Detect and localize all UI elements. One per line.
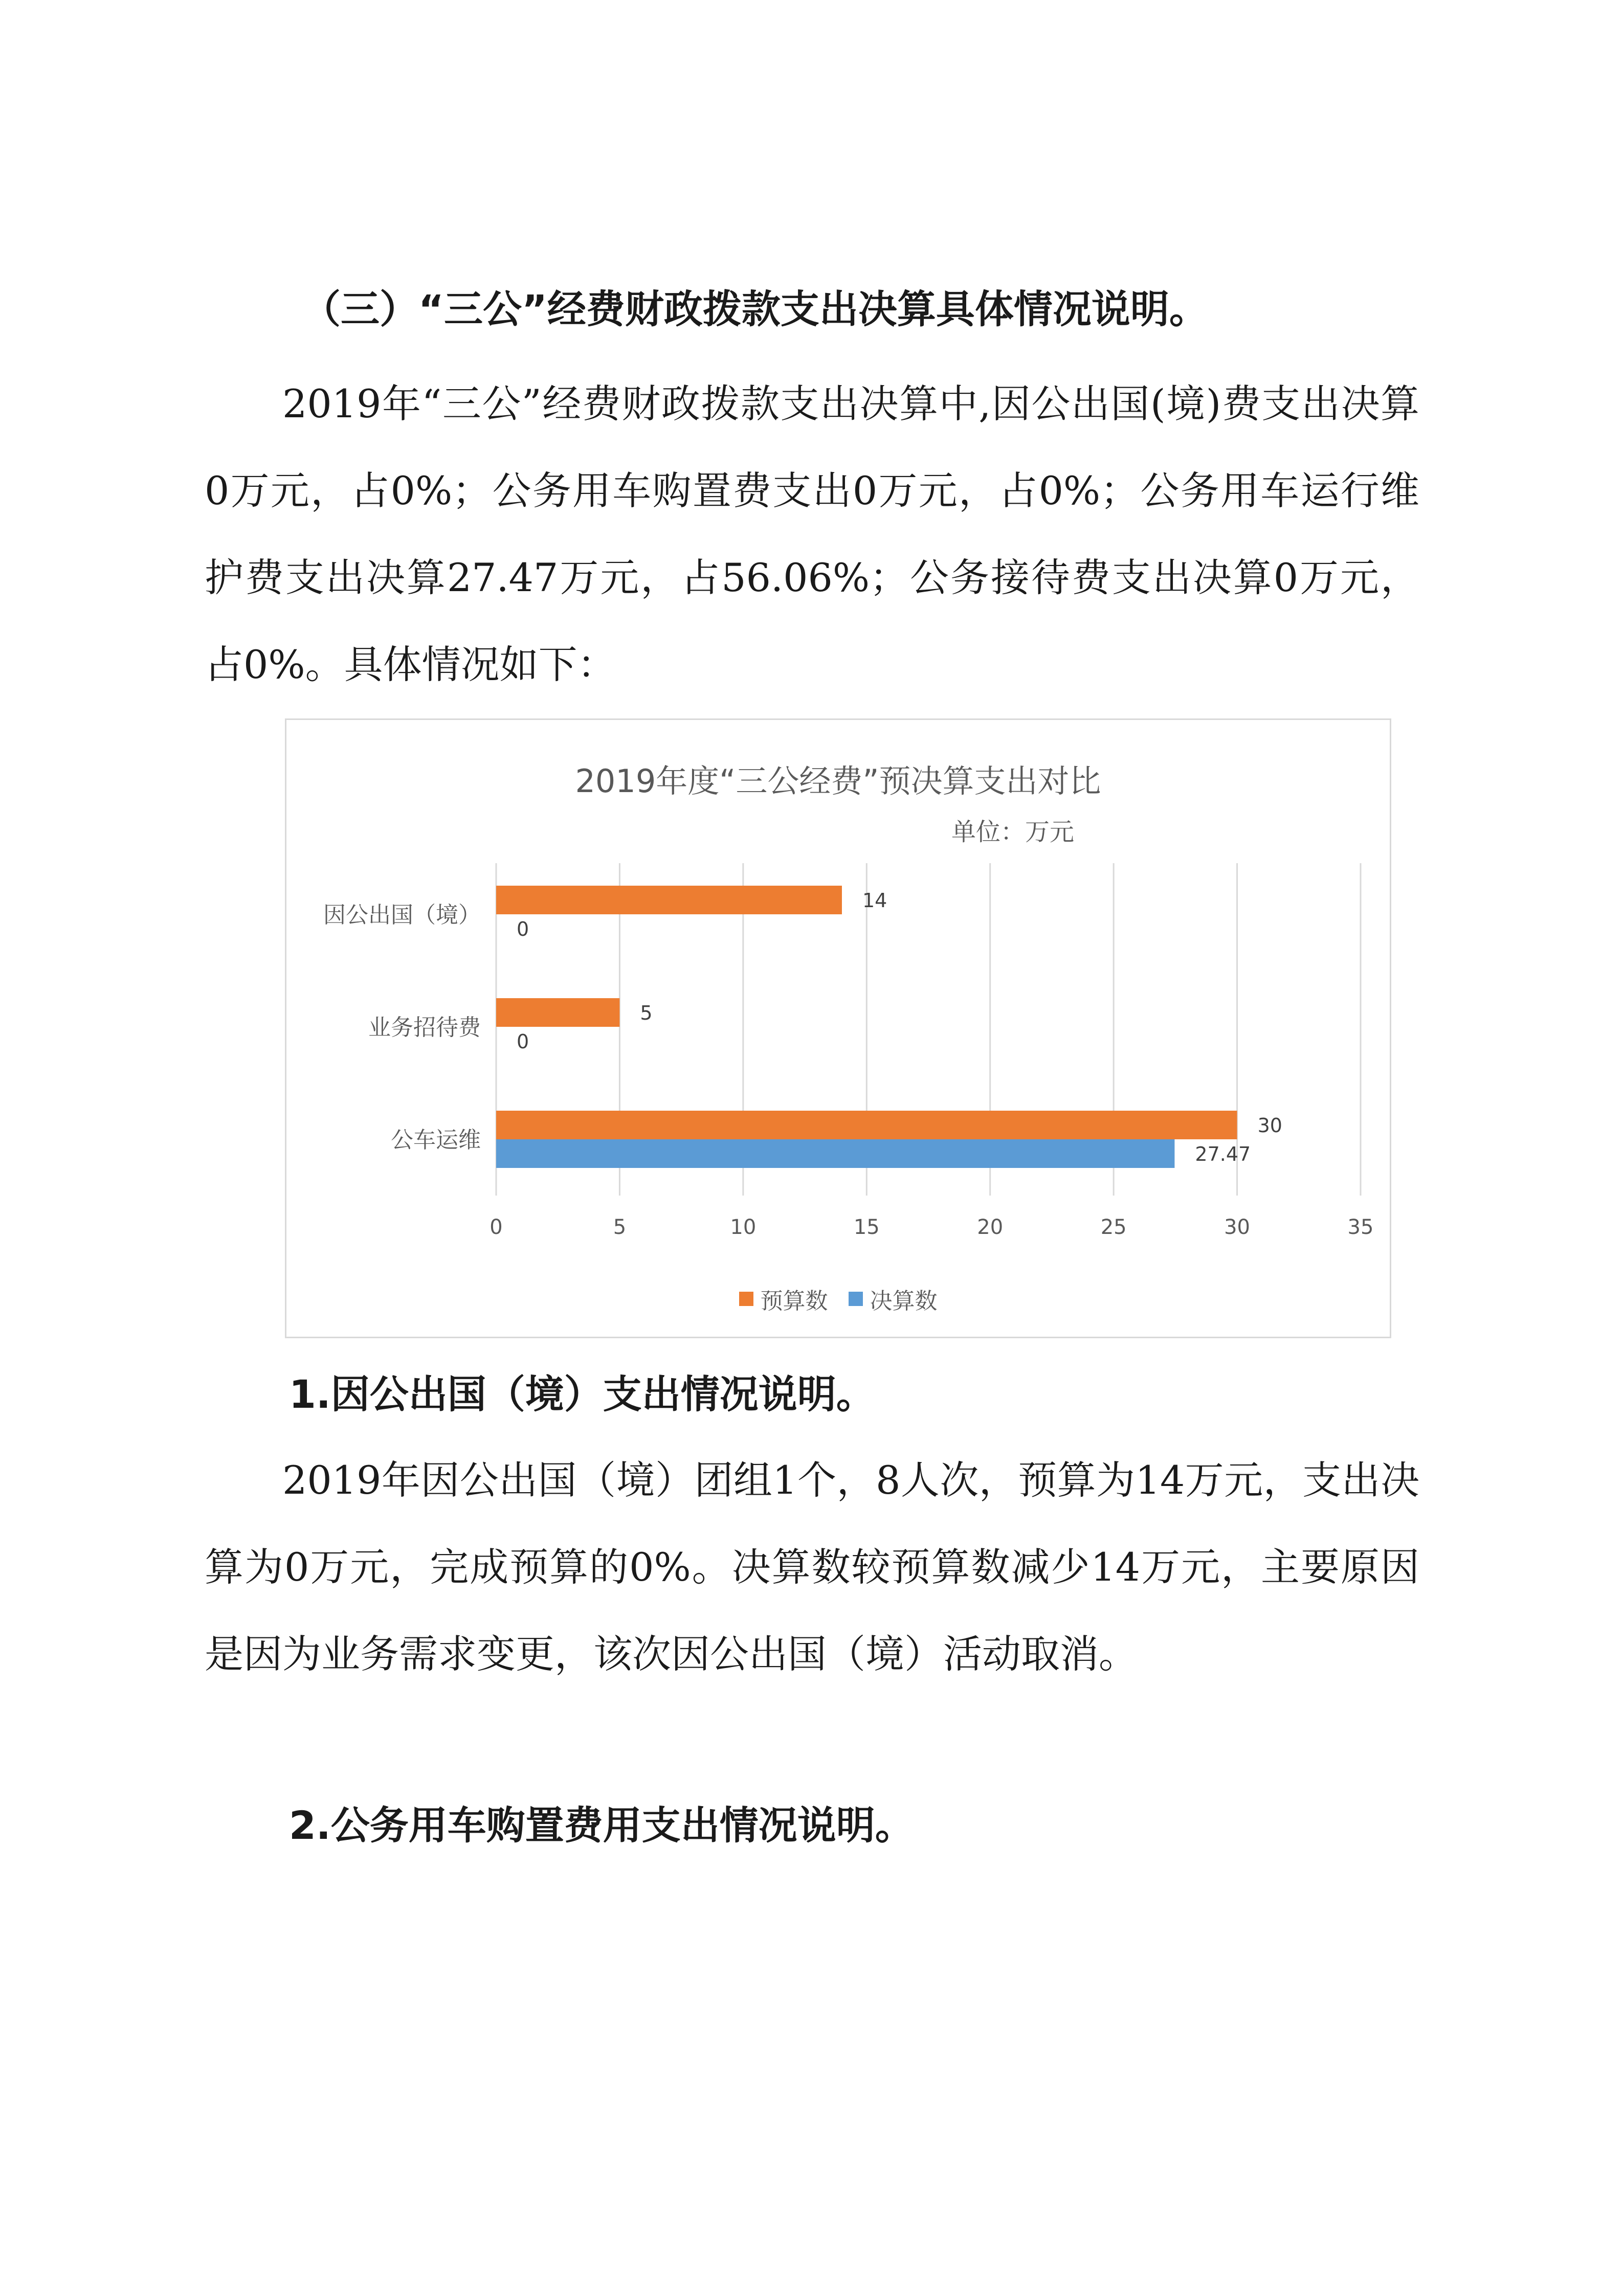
x-tick-label: 5 [613,1215,627,1239]
data-label: 0 [517,918,529,940]
x-tick-label: 35 [1347,1215,1374,1239]
legend-swatch-actual [849,1292,863,1306]
data-label: 30 [1257,1114,1282,1137]
x-tick-label: 0 [490,1215,503,1239]
legend-label-actual: 决算数 [870,1288,938,1314]
x-tick-label: 15 [853,1215,880,1239]
section-heading: （三）“三公”经费财政拨款支出决算具体情况说明。 [302,286,1208,332]
x-tick-label: 30 [1224,1215,1251,1239]
legend-item-budget [739,1282,828,1315]
data-label: 5 [640,1002,653,1024]
subsection1-heading: 1.因公出国（境）支出情况说明。 [289,1371,875,1417]
bar-actual [496,1139,1174,1168]
intro-paragraph: 2019年“三公”经费财政拨款支出决算中,因公出国(境)费支出决算0万元，占0%；公务用车购置费支出0万元，占0%；公务用车运行维护费支出决算27.47万元，占56.06%；公务接待费支出决算0万元，占0%。具体情况如下： [205,381,1419,687]
chart-plot [286,720,1390,1337]
data-label: 0 [517,1030,529,1053]
subsection1-paragraph: 2019年因公出国（境）团组1个，8人次，预算为14万元，支出决算为0万元，完成预算的0%。决算数较预算数减少14万元，主要原因是因为业务需求变更，该次因公出国（境）活动取消。 [205,1457,1419,1677]
bar-budget [496,1111,1237,1139]
x-tick-label: 10 [730,1215,757,1239]
bar-budget [496,998,619,1027]
legend-item-actual [849,1282,938,1315]
x-tick-label: 25 [1100,1215,1127,1239]
legend-swatch-budget [739,1292,753,1306]
subsection2-heading: 2.公务用车购置费用支出情况说明。 [289,1803,914,1848]
chart-title: 2019年度“三公经费”预决算支出对比 [575,762,1101,800]
x-tick-label: 20 [977,1215,1004,1239]
category-label: 因公出国（境） [323,902,481,928]
bar-budget [496,886,842,914]
chart-legend [286,1282,1390,1315]
data-label: 14 [862,889,887,912]
legend-label-budget: 预算数 [760,1288,828,1314]
chart-unit-label: 单位：万元 [951,818,1075,846]
data-label: 27.47 [1195,1143,1251,1165]
category-label: 业务招待费 [368,1015,481,1041]
budget-comparison-chart [285,718,1391,1338]
category-label: 公车运维 [391,1127,481,1153]
